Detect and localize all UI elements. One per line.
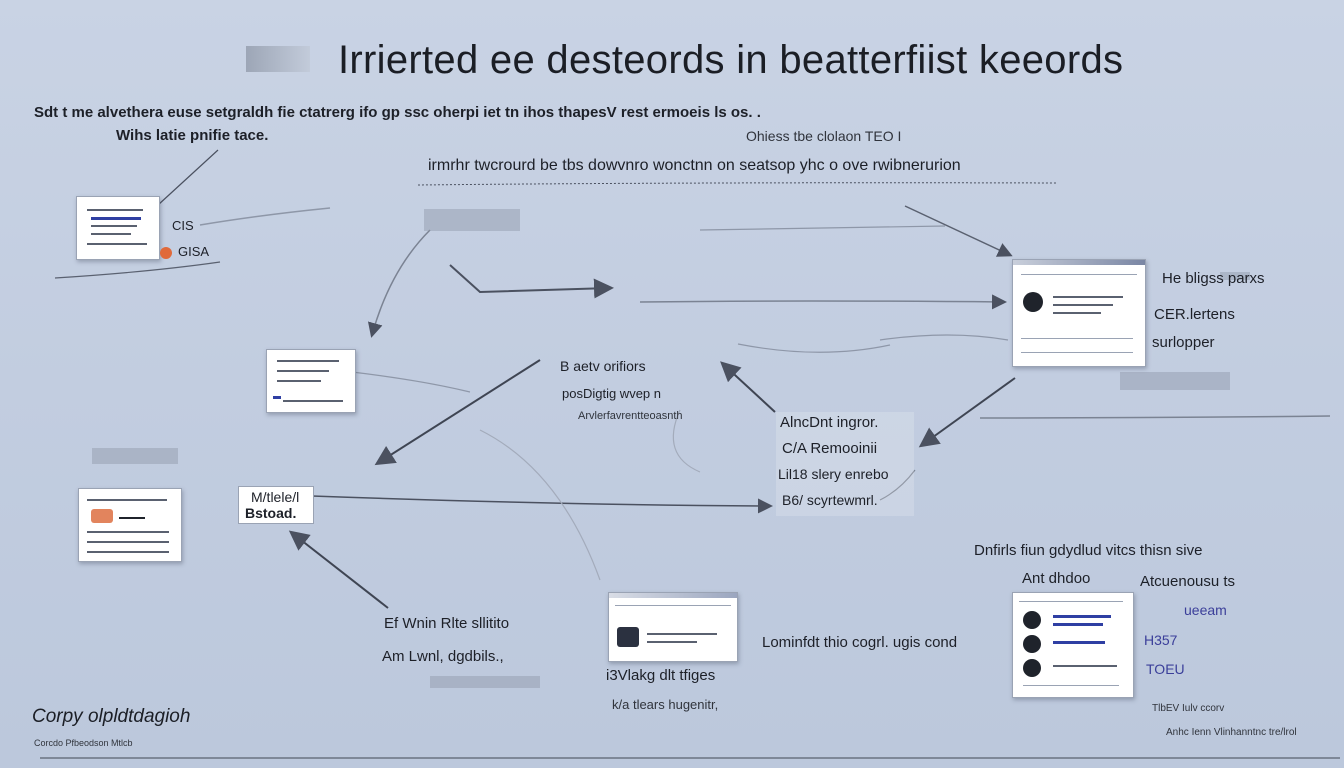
card-top-left-label-2: GISA (178, 244, 210, 259)
center-right-label-2: C/A Remooinii (782, 440, 878, 457)
right-bottom-label-5: TOEU (1146, 661, 1185, 677)
bottom-left-label-1: Ef Wnin Rlte sllitito (384, 615, 510, 632)
arrow-left-box-to-center (312, 496, 770, 506)
ghost-block (430, 676, 540, 688)
card-top-left (76, 196, 160, 260)
footer-small-text: Corcdo Pfbeodson Mtlcb (34, 738, 133, 748)
center-right-label-4: B6/ scyrtewmrl. (782, 492, 878, 508)
card-right-top (1012, 259, 1146, 367)
ghost-block (92, 448, 178, 464)
right-top-label-1: He bligss parxs (1162, 270, 1265, 287)
center-caption: irmrhr twcrourd be tbs dowvnro wonctnn on seatsop yhc o ove rwibnerurion (428, 157, 961, 174)
alert-icon (160, 247, 172, 259)
caption-underline (418, 183, 1058, 185)
subtitle-left-2: Wihs latie pnifie tace. (116, 127, 269, 144)
ghost-block (1120, 372, 1230, 390)
card-bottom-middle (608, 592, 738, 662)
arrow-to-left (378, 360, 540, 463)
center-node-label-2: posDigtig wvep n (562, 386, 661, 401)
right-bottom-label-4: H357 (1144, 632, 1178, 648)
arrow-center-right (723, 364, 775, 412)
bottom-middle-label-2: k/a tlears hugenitr, (612, 697, 719, 712)
card-mid-left (266, 349, 356, 413)
left-node-box (238, 486, 314, 524)
card-bottom-left (78, 488, 182, 562)
right-bottom-label-3: ueeam (1184, 602, 1227, 618)
arrow-from-right-card (922, 378, 1015, 445)
right-bottom-small-1: TlbEV Iulv ccorv (1152, 703, 1225, 714)
right-top-label-2: CER.lertens (1154, 306, 1235, 323)
arrow-to-right-card (640, 301, 1004, 302)
card-right-bottom (1012, 592, 1134, 698)
page-title: Irrierted ee desteords in beatterfiist keeords (338, 38, 1124, 82)
line-top-left (55, 262, 220, 278)
right-bottom-small-2: Anhc Ienn Vlinhanntnc tre/lrol (1166, 727, 1297, 738)
bottom-middle-label-1: i3Vlakg dlt tfiges (606, 667, 716, 684)
center-right-label-1: AlncDnt ingror. (780, 414, 879, 431)
line-right-long (980, 416, 1330, 418)
center-right-node (776, 412, 914, 516)
right-top-label-3: surlopper (1152, 334, 1215, 351)
right-bottom-label-1: Ant dhdoo (1022, 570, 1091, 587)
arrow-center-top (450, 265, 610, 292)
subtitle-left-1: Sdt t me alvethera euse setgraldh fie ctatrerg ifo gp ssc oherpi iet tn ihos thapesV rest ermoeis ls os. . (34, 104, 761, 121)
ghost-block (424, 209, 520, 231)
bottom-left-label-2: Am Lwnl, dgdbils., (382, 648, 504, 665)
left-node-label-2: Bstoad. (245, 505, 297, 521)
bottom-center-right-label: Lominfdt thio cogrl. ugis cond (762, 634, 958, 651)
left-node-label-1: M/tlele/l (251, 489, 300, 505)
center-node-label-3: Arvlerfavrentteoasnth (578, 410, 683, 422)
callout-line-top-left (158, 150, 218, 205)
subtitle-right: Ohiess tbe clolaon TEO I (746, 128, 902, 144)
center-node-label-1: B aetv orifiors (560, 358, 646, 374)
center-right-label-3: Lil18 slery enrebo (778, 466, 889, 482)
footer-brand: Corpy olpldtdagioh (32, 706, 191, 727)
right-bottom-label-2: Atcuenousu ts (1140, 573, 1236, 590)
card-top-left-label-1: CIS (172, 218, 194, 233)
right-bottom-heading: Dnfirls fiun gdydlud vitcs thisn sive (974, 542, 1203, 559)
arrow-bottom-left (292, 533, 388, 608)
